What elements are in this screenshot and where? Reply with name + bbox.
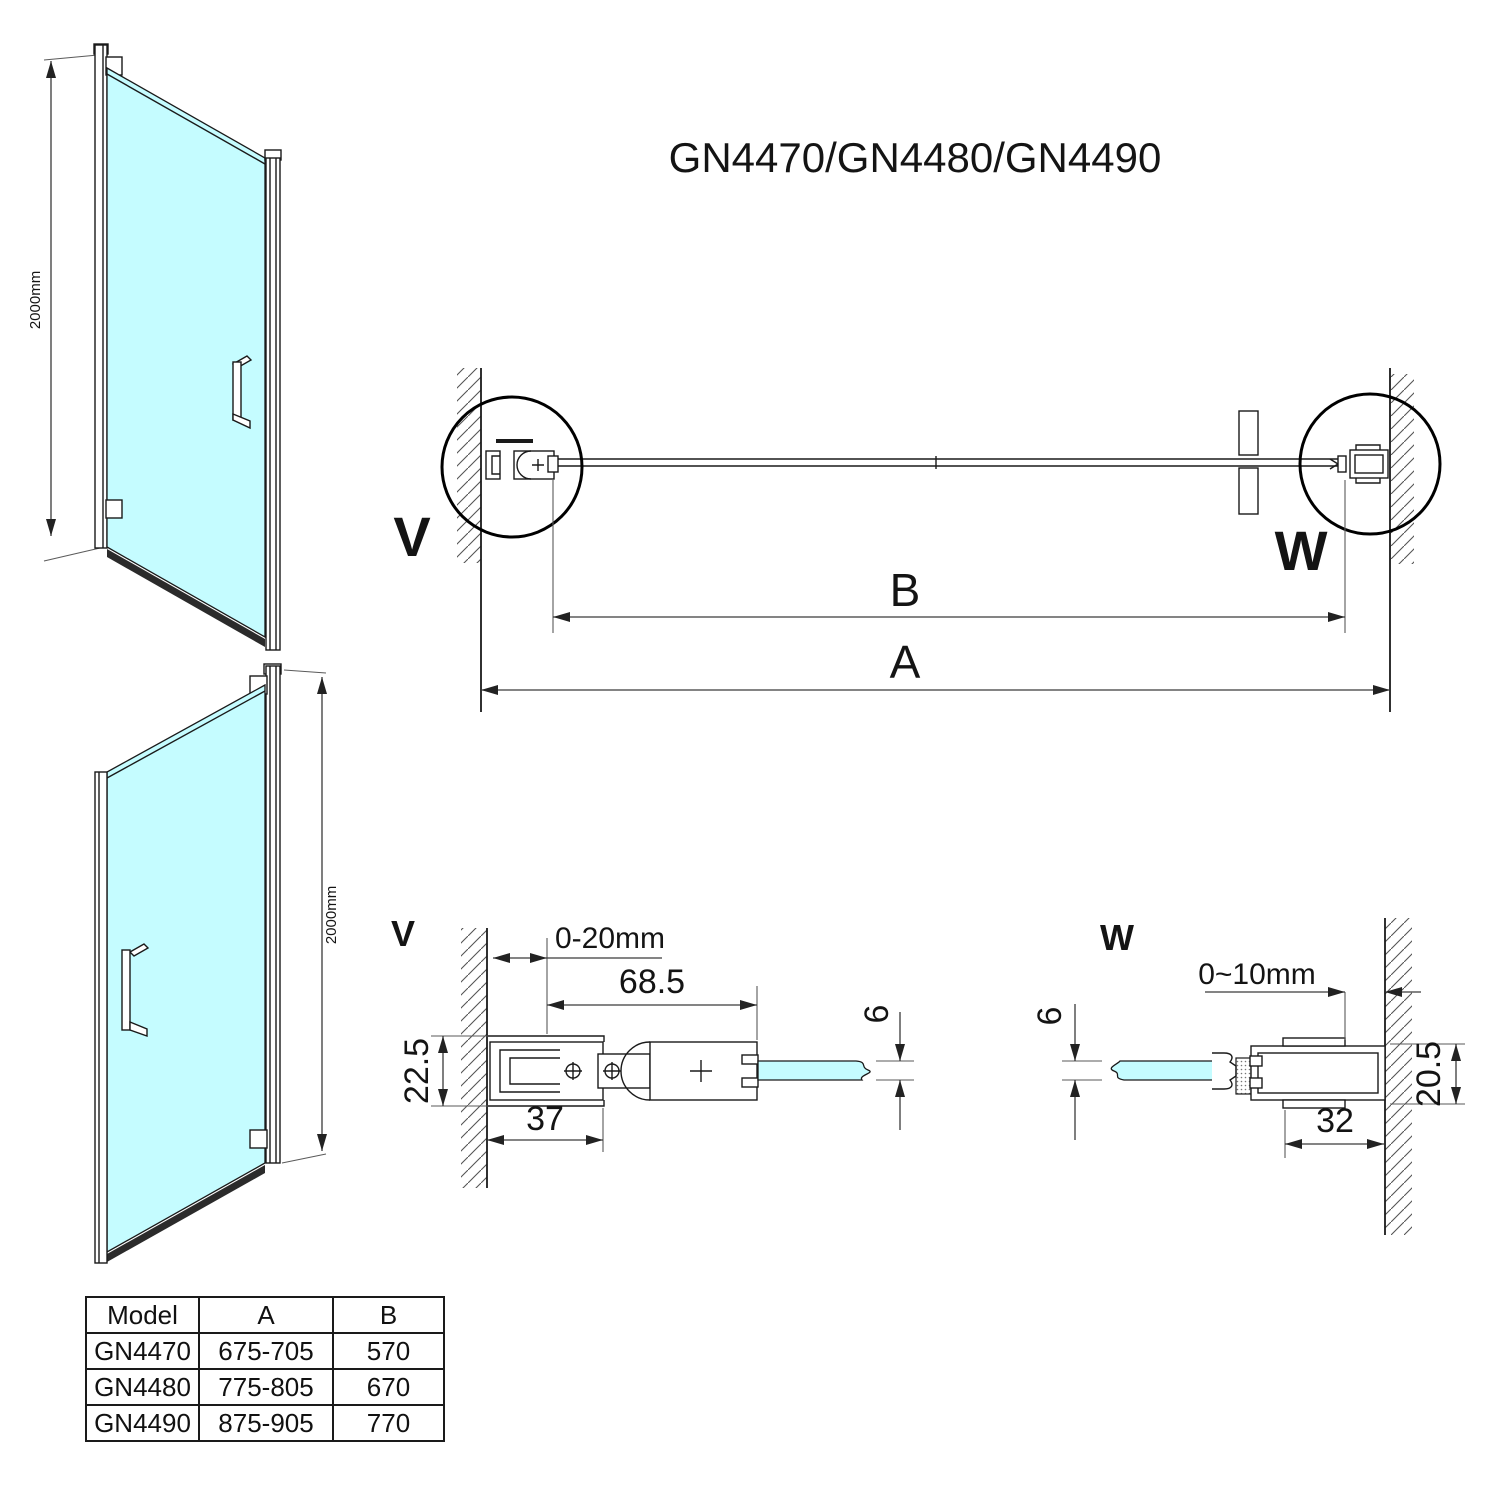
detail-w-glass-thickness-label: 6 bbox=[1031, 1006, 1069, 1026]
size-table bbox=[85, 1296, 445, 1442]
page-title: GN4470/GN4480/GN4490 bbox=[668, 134, 1162, 181]
detail-v-label: V bbox=[390, 913, 416, 954]
plan-hinge-profile bbox=[486, 441, 558, 479]
rear-door-view bbox=[95, 664, 340, 1263]
plan-wall-profile bbox=[1330, 445, 1388, 483]
plan-glass-line bbox=[557, 456, 1338, 469]
table-cell-a: 875-905 bbox=[199, 1405, 333, 1441]
plan-dim-b-label: B bbox=[889, 564, 921, 616]
detail-w-label: W bbox=[1100, 917, 1134, 958]
table-cell-b: 570 bbox=[333, 1333, 444, 1369]
rear-right-frame bbox=[266, 666, 280, 1163]
detail-v-gap-label: 0-20mm bbox=[554, 922, 666, 955]
table-row bbox=[86, 1333, 444, 1369]
table-header-row bbox=[86, 1297, 444, 1333]
detail-v-glass-thickness-label: 6 bbox=[858, 1004, 896, 1024]
front-door-view bbox=[27, 44, 281, 650]
rear-bottom-hinge bbox=[250, 1130, 267, 1148]
table-cell-model: GN4490 bbox=[86, 1405, 199, 1441]
front-glass-panel bbox=[107, 68, 265, 637]
plan-handle bbox=[1239, 411, 1258, 514]
table-cell-b: 770 bbox=[333, 1405, 444, 1441]
detail-v-depth-label: 22.5 bbox=[398, 1037, 436, 1105]
front-left-frame bbox=[95, 45, 107, 548]
front-height-dim-label: 2000mm bbox=[27, 270, 44, 330]
detail-v-wall-offset-label: 37 bbox=[526, 1100, 564, 1138]
detail-v-glass bbox=[758, 1061, 870, 1080]
plan-dim-a-label: A bbox=[889, 636, 921, 688]
table-cell-b: 670 bbox=[333, 1369, 444, 1405]
table-cell-a: 775-805 bbox=[199, 1369, 333, 1405]
plan-view bbox=[393, 368, 1440, 712]
rear-height-dim-label: 2000mm bbox=[323, 885, 340, 945]
detail-v-width-label: 68.5 bbox=[618, 963, 686, 1001]
table-header-b: B bbox=[333, 1297, 444, 1333]
detail-v-wall-hatch bbox=[461, 928, 487, 1188]
detail-w-profile bbox=[1212, 1038, 1385, 1108]
detail-w-wall-hatch bbox=[1385, 918, 1412, 1235]
detail-w-gap-label: 0~10mm bbox=[1198, 958, 1316, 991]
plan-detail-v-label: V bbox=[393, 505, 431, 568]
rear-left-frame bbox=[95, 772, 107, 1263]
table-row bbox=[86, 1369, 444, 1405]
detail-w-section bbox=[1031, 917, 1465, 1235]
table-cell-a: 675-705 bbox=[199, 1333, 333, 1369]
plan-detail-w-label: W bbox=[1274, 519, 1328, 582]
detail-w-glass bbox=[1111, 1061, 1216, 1080]
front-right-frame bbox=[266, 158, 280, 650]
detail-v-profile bbox=[487, 1036, 758, 1106]
table-cell-model: GN4480 bbox=[86, 1369, 199, 1405]
table-cell-model: GN4470 bbox=[86, 1333, 199, 1369]
detail-v-section bbox=[391, 913, 914, 1188]
table-header-a: A bbox=[199, 1297, 333, 1333]
left-wall-hatch bbox=[457, 368, 481, 563]
detail-w-depth-label: 20.5 bbox=[1410, 1040, 1448, 1108]
detail-w-wall-offset-label: 32 bbox=[1316, 1102, 1354, 1140]
front-bottom-hinge bbox=[106, 500, 122, 518]
table-row bbox=[86, 1405, 444, 1441]
table-header-model: Model bbox=[86, 1297, 199, 1333]
